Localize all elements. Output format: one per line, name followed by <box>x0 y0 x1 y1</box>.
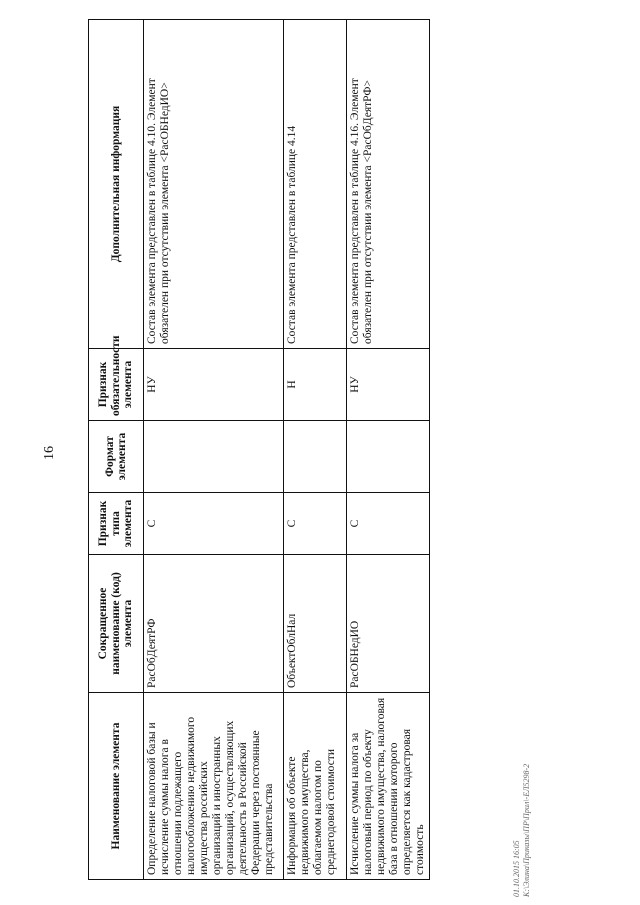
cell-info: Состав элемента представлен в таблице 4.10. Элемент обязателен при отсутствии элемента <РасОБНедИО> <box>144 20 284 349</box>
cell-code: ОбъектОблНал <box>284 555 347 693</box>
header-element-name: Наименование элемента <box>89 693 144 880</box>
cell-info: Состав элемента представлен в таблице 4.16. Элемент обязателен при отсутствии элемента <РасОбДеятРФ> <box>347 20 430 349</box>
cell-code: РасОбДеятРФ <box>144 555 284 693</box>
cell-info: Состав элемента представлен в таблице 4.14 <box>284 20 347 349</box>
header-element-format: Формат элемента <box>89 421 144 493</box>
footer-path: K:\Элина\Приказы\ПР\Прил\-ЕЛ5298-2 <box>522 763 531 897</box>
cell-type: С <box>144 493 284 555</box>
header-additional-info: Дополнительная информация <box>89 20 144 349</box>
cell-format <box>144 421 284 493</box>
table-header-row <box>89 20 144 880</box>
page-number: 16 <box>42 446 57 460</box>
table-frame <box>88 20 426 880</box>
header-element-type: Признак типа элемента <box>89 493 144 555</box>
table-row <box>284 20 347 880</box>
cell-type: С <box>284 493 347 555</box>
rotated-table-container <box>88 20 426 880</box>
cell-required: НУ <box>347 349 430 421</box>
cell-code: РасОБНедИО <box>347 555 430 693</box>
cell-type: С <box>347 493 430 555</box>
footer-file-stamp <box>512 697 538 897</box>
cell-name: Определение налоговой базы и исчисление суммы налога в отношении подлежащего налогообложению недвижимого имущества российских организаций и иностранных организаций, осуществляющих деятельность в Российской Федерации через постоянные представительства <box>144 693 284 880</box>
table-row <box>144 20 284 880</box>
header-element-required: Признак обязательности элемента <box>89 349 144 421</box>
cell-required: Н <box>284 349 347 421</box>
cell-format <box>284 421 347 493</box>
header-element-code: Сокращенное наименование (код) элемента <box>89 555 144 693</box>
cell-name: Информация об объекте недвижимого имущества, облагаемом налогом по среднегодовой стоимости <box>284 693 347 880</box>
cell-required: НУ <box>144 349 284 421</box>
cell-name: Исчисление суммы налога за налоговый период по объекту недвижимого имущества, налоговая база в отношении которого определяется как кадастровая стоимость <box>347 693 430 880</box>
cell-format <box>347 421 430 493</box>
footer-date: 01.10.2015 16:05 <box>512 840 521 897</box>
element-spec-table <box>88 19 430 880</box>
table-row <box>347 20 430 880</box>
